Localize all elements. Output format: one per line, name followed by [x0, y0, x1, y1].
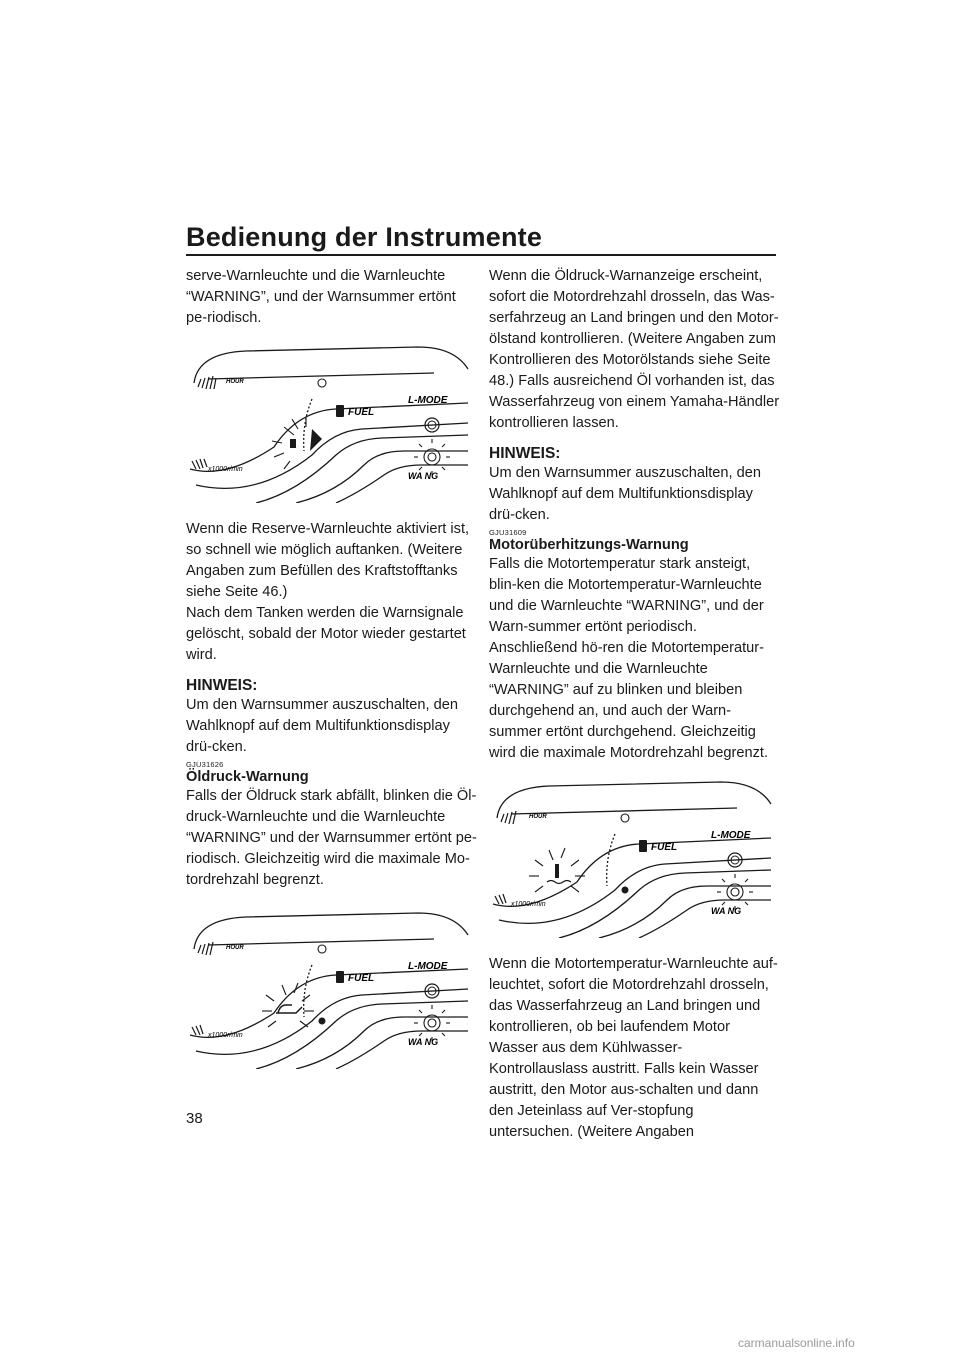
note-text: Um den Warnsummer auszuschalten, den Wahlknopf auf dem Multifunktionsdisplay drü-cken.	[186, 697, 458, 755]
svg-text:HOUR: HOUR	[529, 814, 547, 820]
svg-text:x1000r/min: x1000r/min	[511, 901, 546, 908]
watermark: carmanualsonline.info	[738, 1336, 855, 1350]
instrument-figure-oil-pressure	[186, 909, 478, 1069]
svg-text:FUEL: FUEL	[348, 973, 375, 984]
paragraph: Nach dem Tanken werden die Warnsignale gelöscht, sobald der Motor wieder gestartet wird.	[186, 605, 466, 663]
paragraph: Falls der Öldruck stark abfällt, blinken die Öl-druck-Warnleuchte und die Warnleuchte “WARNING” und der Warnsummer ertönt pe-riodisch. Gleichzeitig wird die maximale Mo-tordrehzahl begrenzt.	[186, 788, 477, 888]
title-rule	[186, 254, 776, 256]
section-title: Öldruck-Warnung	[186, 769, 309, 785]
note-text: Um den Warnsummer auszuschalten, den Wahlknopf auf dem Multifunktionsdisplay drü-cken.	[489, 465, 761, 523]
svg-text:HOUR: HOUR	[226, 379, 244, 385]
svg-text:FUEL: FUEL	[651, 842, 678, 853]
paragraph: serve-Warnleuchte und die Warnleuchte “WARNING”, und der Warnsummer ertönt pe-riodisch.	[186, 268, 456, 326]
svg-text:L-MODE: L-MODE	[408, 395, 448, 406]
paragraph: Wenn die Öldruck-Warnanzeige erscheint, sofort die Motordrehzahl drosseln, das Was-serfahrzeug an Land bringen und den Motor-ölstand kontrollieren. (Weitere Angaben zum Kontrollieren des Motorölstands siehe Seite 48.) Falls ausreichend Öl vorhanden ist, das Wasserfahrzeug von einem Yamaha-Händler kontrollieren lassen.	[489, 268, 780, 431]
svg-text:WA NG: WA NG	[408, 1037, 439, 1047]
section-title: Motorüberhitzungs-Warnung	[489, 537, 689, 553]
page-title: Bedienung der Instrumente	[186, 222, 543, 252]
svg-text:L-MODE: L-MODE	[711, 830, 751, 841]
svg-text:L-MODE: L-MODE	[408, 961, 448, 972]
paragraph: Wenn die Motortemperatur-Warnleuchte auf-leuchtet, sofort die Motordrehzahl drosseln, das Wasserfahrzeug an Land bringen und kontrollieren, ob bei laufendem Motor Wasser aus dem Kühlwasser-Kontrollauslass austritt. Falls kein Wasser austritt, den Motor aus-schalten und dann den Jeteinlass auf Ver-stopfung untersuchen. (Weitere Angaben	[489, 956, 778, 1140]
paragraph: Wenn die Reserve-Warnleuchte aktiviert ist, so schnell wie möglich auftanken. (Weitere Angaben zum Befüllen des Kraftstofftanks siehe Seite 46.)	[186, 521, 470, 600]
note-heading: HINWEIS:	[186, 677, 258, 694]
section-code: GJU31626	[186, 760, 224, 769]
section-code: GJU31609	[489, 528, 527, 537]
right-column	[489, 266, 781, 1143]
paragraph: Falls die Motortemperatur stark ansteigt, blin-ken die Motortemperatur-Warnleuchte und die Warnleuchte “WARNING”, und der Warn-summer ertönt periodisch. Anschließend hö-ren die Motortemperatur-Warnleuchte und die Warnleuchte “WARNING” auf zu blinken und bleiben durchgehend an, und auch der Warn-summer ertönt durchgehend. Gleichzeitig wird die maximale Motordrehzahl begrenzt.	[489, 556, 769, 761]
svg-text:HOUR: HOUR	[226, 945, 244, 951]
svg-text:FUEL: FUEL	[348, 407, 375, 418]
svg-text:x1000r/min: x1000r/min	[208, 1032, 243, 1039]
instrument-figure-overheat	[489, 778, 781, 938]
svg-text:WA NG: WA NG	[711, 906, 742, 916]
svg-text:x1000r/min: x1000r/min	[208, 466, 243, 473]
page-number: 38	[186, 1110, 203, 1127]
left-column	[186, 266, 478, 1085]
svg-text:WA NG: WA NG	[408, 471, 439, 481]
note-heading: HINWEIS:	[489, 445, 561, 462]
instrument-figure-fuel-reserve	[186, 343, 478, 503]
